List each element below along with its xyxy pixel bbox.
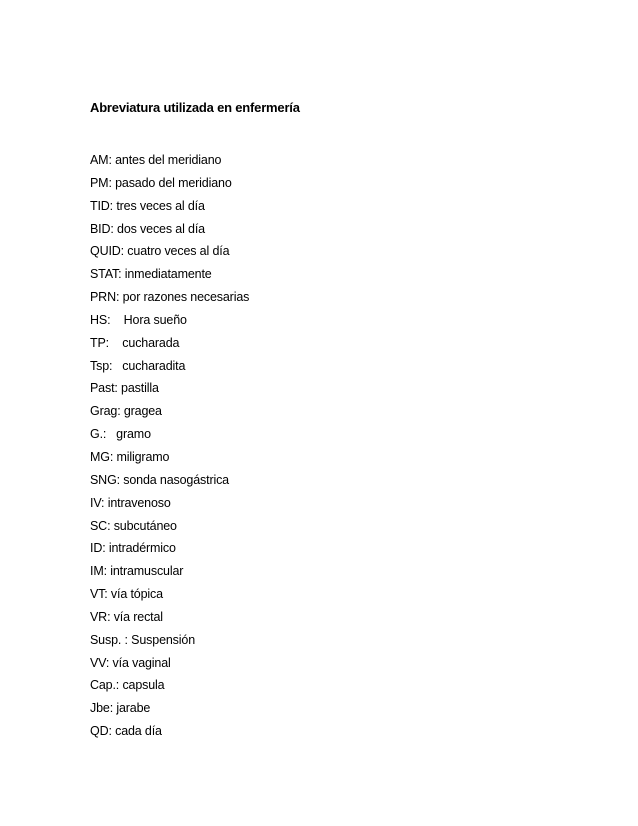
abbreviation-entry: AM: antes del meridiano (90, 153, 222, 167)
abbreviation-entry: STAT: inmediatamente (90, 267, 212, 282)
abbreviation-list (90, 152, 249, 746)
abbreviation-entry: BID: dos veces al día (90, 221, 205, 236)
abbreviation-entry: HS: Hora sueño (90, 312, 187, 327)
abbreviation-entry: VR: vía rectal (90, 609, 163, 624)
abbreviation-entry: TID: tres veces al día (90, 198, 205, 213)
abbreviation-entry: IM: intramuscular (90, 564, 184, 579)
abbreviation-entry: VV: vía vaginal (90, 655, 171, 670)
abbreviation-entry: Cap.: capsula (90, 678, 165, 693)
abbreviation-entry: PM: pasado del meridiano (90, 175, 232, 190)
abbreviation-entry: SNG: sonda nasogástrica (90, 472, 229, 487)
abbreviation-entry: G.: gramo (90, 427, 151, 442)
abbreviation-entry: Tsp: cucharadita (90, 358, 186, 373)
abbreviation-entry: SC: subcutáneo (90, 518, 177, 533)
abbreviation-entry: Grag: gragea (90, 404, 162, 419)
abbreviation-entry: Past: pastilla (90, 381, 159, 396)
abbreviation-entry: QD: cada día (90, 724, 162, 739)
document-title: Abreviatura utilizada en enfermería (90, 100, 300, 115)
abbreviation-entry: Jbe: jarabe (90, 701, 151, 716)
abbreviation-entry: TP: cucharada (90, 335, 180, 350)
abbreviation-entry: Susp. : Suspensión (90, 632, 196, 647)
abbreviation-entry: QUID: cuatro veces al día (90, 244, 230, 259)
abbreviation-entry: PRN: por razones necesarias (90, 290, 250, 305)
abbreviation-entry: ID: intradérmico (90, 541, 176, 556)
abbreviation-entry: IV: intravenoso (90, 495, 171, 510)
abbreviation-entry: VT: vía tópica (90, 587, 163, 602)
abbreviation-entry: MG: miligramo (90, 449, 170, 464)
